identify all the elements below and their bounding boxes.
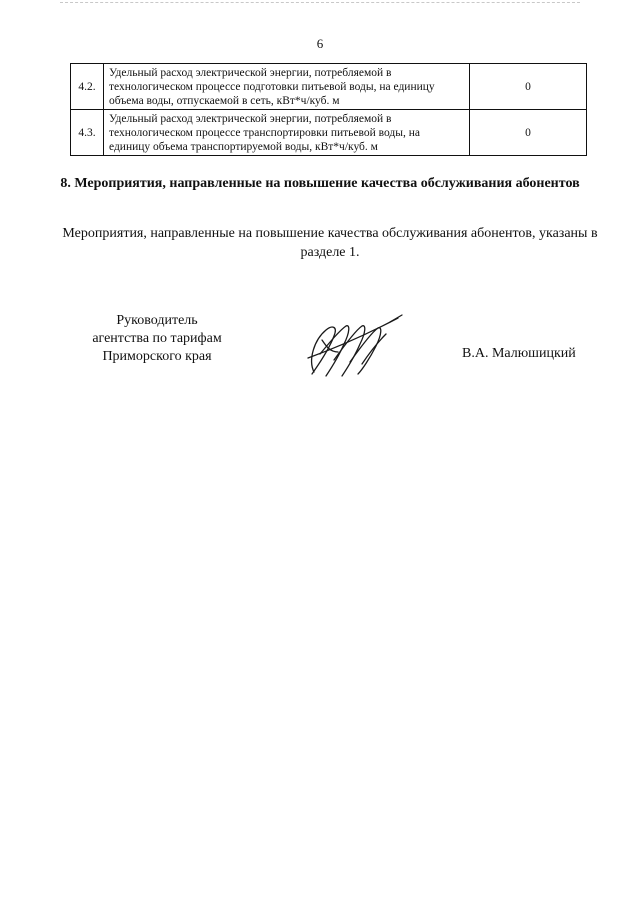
row-number: 4.3.: [71, 110, 104, 156]
signer-title-line: агентства по тарифам: [92, 331, 222, 346]
row-value: 0: [470, 64, 587, 110]
section-heading: 8. Мероприятия, направленные на повышение качества обслуживания абонентов: [60, 176, 580, 191]
table-row: [71, 64, 587, 110]
metrics-table: [70, 63, 587, 156]
signer-title: [72, 312, 242, 366]
scan-top-edge: [60, 2, 580, 3]
row-number: 4.2.: [71, 64, 104, 110]
page-number: 6: [316, 36, 324, 51]
row-description: Удельный расход электрической энергии, потребляемой в технологическом процессе транспортировки питьевой воды, на единицу объема транспортируемой воды, кВт*ч/куб. м: [104, 110, 470, 156]
signer-name: В.А. Малюшицкий: [462, 346, 576, 361]
handwritten-signature: [300, 312, 410, 382]
signer-title-line: Приморского края: [102, 349, 212, 364]
signer-title-line: Руководитель: [116, 313, 198, 328]
row-description: Удельный расход электрической энергии, потребляемой в технологическом процессе подготовки питьевой воды, на единицу объема воды, отпускаемой в сеть, кВт*ч/куб. м: [104, 64, 470, 110]
row-value: 0: [470, 110, 587, 156]
section-body-text: Мероприятия, направленные на повышение качества обслуживания абонентов, указаны в разделе 1.: [62, 226, 598, 260]
table-row: [71, 110, 587, 156]
